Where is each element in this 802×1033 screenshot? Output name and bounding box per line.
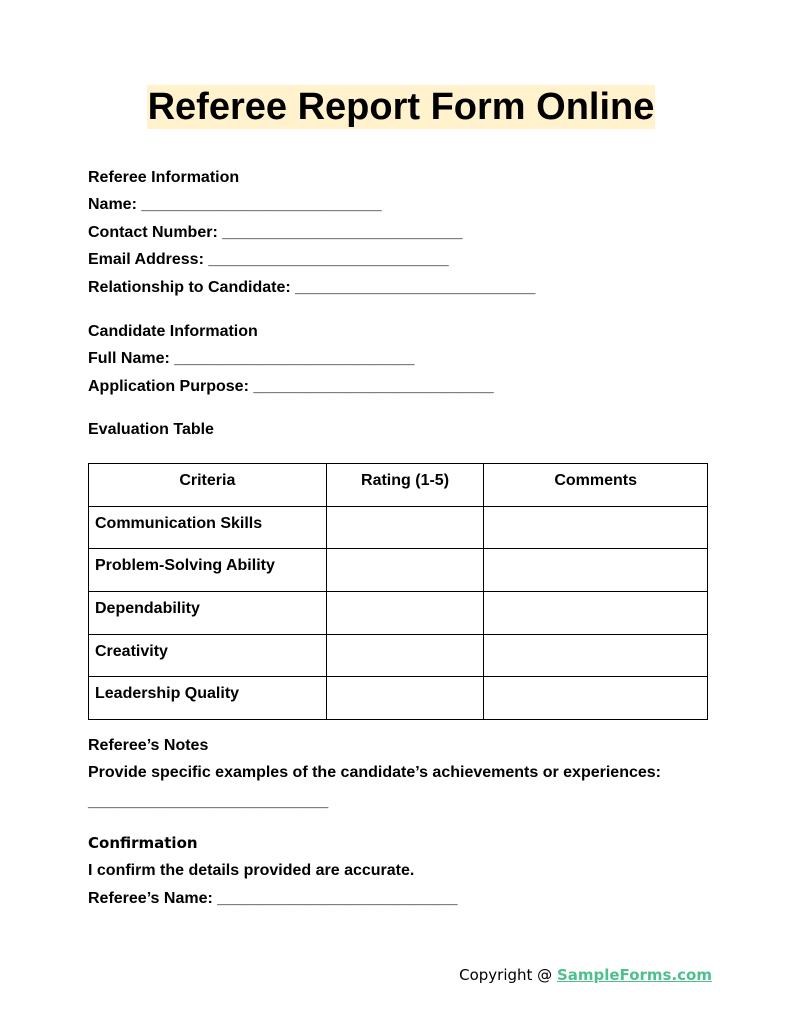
field-blank[interactable]: ___________________________ xyxy=(141,196,382,213)
field-label: Relationship to Candidate: xyxy=(88,279,291,296)
criteria-cell: Communication Skills xyxy=(89,506,327,549)
field-label: Contact Number: xyxy=(88,224,218,241)
field-label: Full Name: xyxy=(88,350,170,367)
evaluation-heading: Evaluation Table xyxy=(88,421,214,438)
rating-cell[interactable] xyxy=(326,634,484,677)
comments-cell[interactable] xyxy=(484,592,708,635)
referee-info-heading: Referee Information xyxy=(88,169,240,186)
comments-cell[interactable] xyxy=(484,549,708,592)
notes-prompt: Provide specific examples of the candidate’s achievements or experiences: xyxy=(88,764,661,781)
referee-email-field[interactable] xyxy=(88,250,449,270)
candidate-purpose-field[interactable] xyxy=(88,377,494,397)
candidate-info-heading: Candidate Information xyxy=(88,323,258,340)
field-blank[interactable]: ___________________________ xyxy=(174,350,415,367)
field-label: Referee’s Name: xyxy=(88,890,213,907)
referee-signature-field[interactable] xyxy=(88,889,458,909)
field-blank[interactable]: ___________________________ xyxy=(253,378,494,395)
table-row xyxy=(89,506,708,549)
copyright-prefix: Copyright @ xyxy=(459,966,557,984)
field-blank[interactable]: ___________________________ xyxy=(217,890,458,907)
table-row xyxy=(89,549,708,592)
criteria-cell: Dependability xyxy=(89,592,327,635)
field-label: Email Address: xyxy=(88,251,204,268)
criteria-cell: Creativity xyxy=(89,634,327,677)
rating-cell[interactable] xyxy=(326,677,484,720)
field-blank[interactable]: ___________________________ xyxy=(295,279,536,296)
referee-relationship-field[interactable] xyxy=(88,278,535,298)
rating-cell[interactable] xyxy=(326,506,484,549)
notes-heading: Referee’s Notes xyxy=(88,737,209,754)
sampleforms-link[interactable]: SampleForms.com xyxy=(556,966,712,984)
comments-cell[interactable] xyxy=(484,506,708,549)
column-header-rating: Rating (1-5) xyxy=(326,464,484,507)
title-container xyxy=(0,85,802,129)
field-label: Name: xyxy=(88,196,137,213)
copyright-footer xyxy=(459,966,712,984)
comments-cell[interactable] xyxy=(484,677,708,720)
table-row xyxy=(89,634,708,677)
table-header-row xyxy=(89,464,708,507)
referee-contact-field[interactable] xyxy=(88,223,463,243)
referee-name-field[interactable] xyxy=(88,195,382,215)
field-blank[interactable]: ___________________________ xyxy=(208,251,449,268)
evaluation-table xyxy=(88,463,708,720)
column-header-criteria: Criteria xyxy=(89,464,327,507)
rating-cell[interactable] xyxy=(326,592,484,635)
table-row xyxy=(89,592,708,635)
candidate-fullname-field[interactable] xyxy=(88,349,415,369)
field-blank[interactable]: ___________________________ xyxy=(222,224,463,241)
table-row xyxy=(89,677,708,720)
criteria-cell: Leadership Quality xyxy=(89,677,327,720)
confirmation-heading: Confirmation xyxy=(88,834,198,852)
confirmation-statement: I confirm the details provided are accurate. xyxy=(88,862,415,879)
page-title: Referee Report Form Online xyxy=(147,86,655,128)
field-label: Application Purpose: xyxy=(88,378,249,395)
column-header-comments: Comments xyxy=(484,464,708,507)
criteria-cell: Problem-Solving Ability xyxy=(89,549,327,592)
notes-blank[interactable]: ___________________________ xyxy=(88,793,329,810)
rating-cell[interactable] xyxy=(326,549,484,592)
comments-cell[interactable] xyxy=(484,634,708,677)
